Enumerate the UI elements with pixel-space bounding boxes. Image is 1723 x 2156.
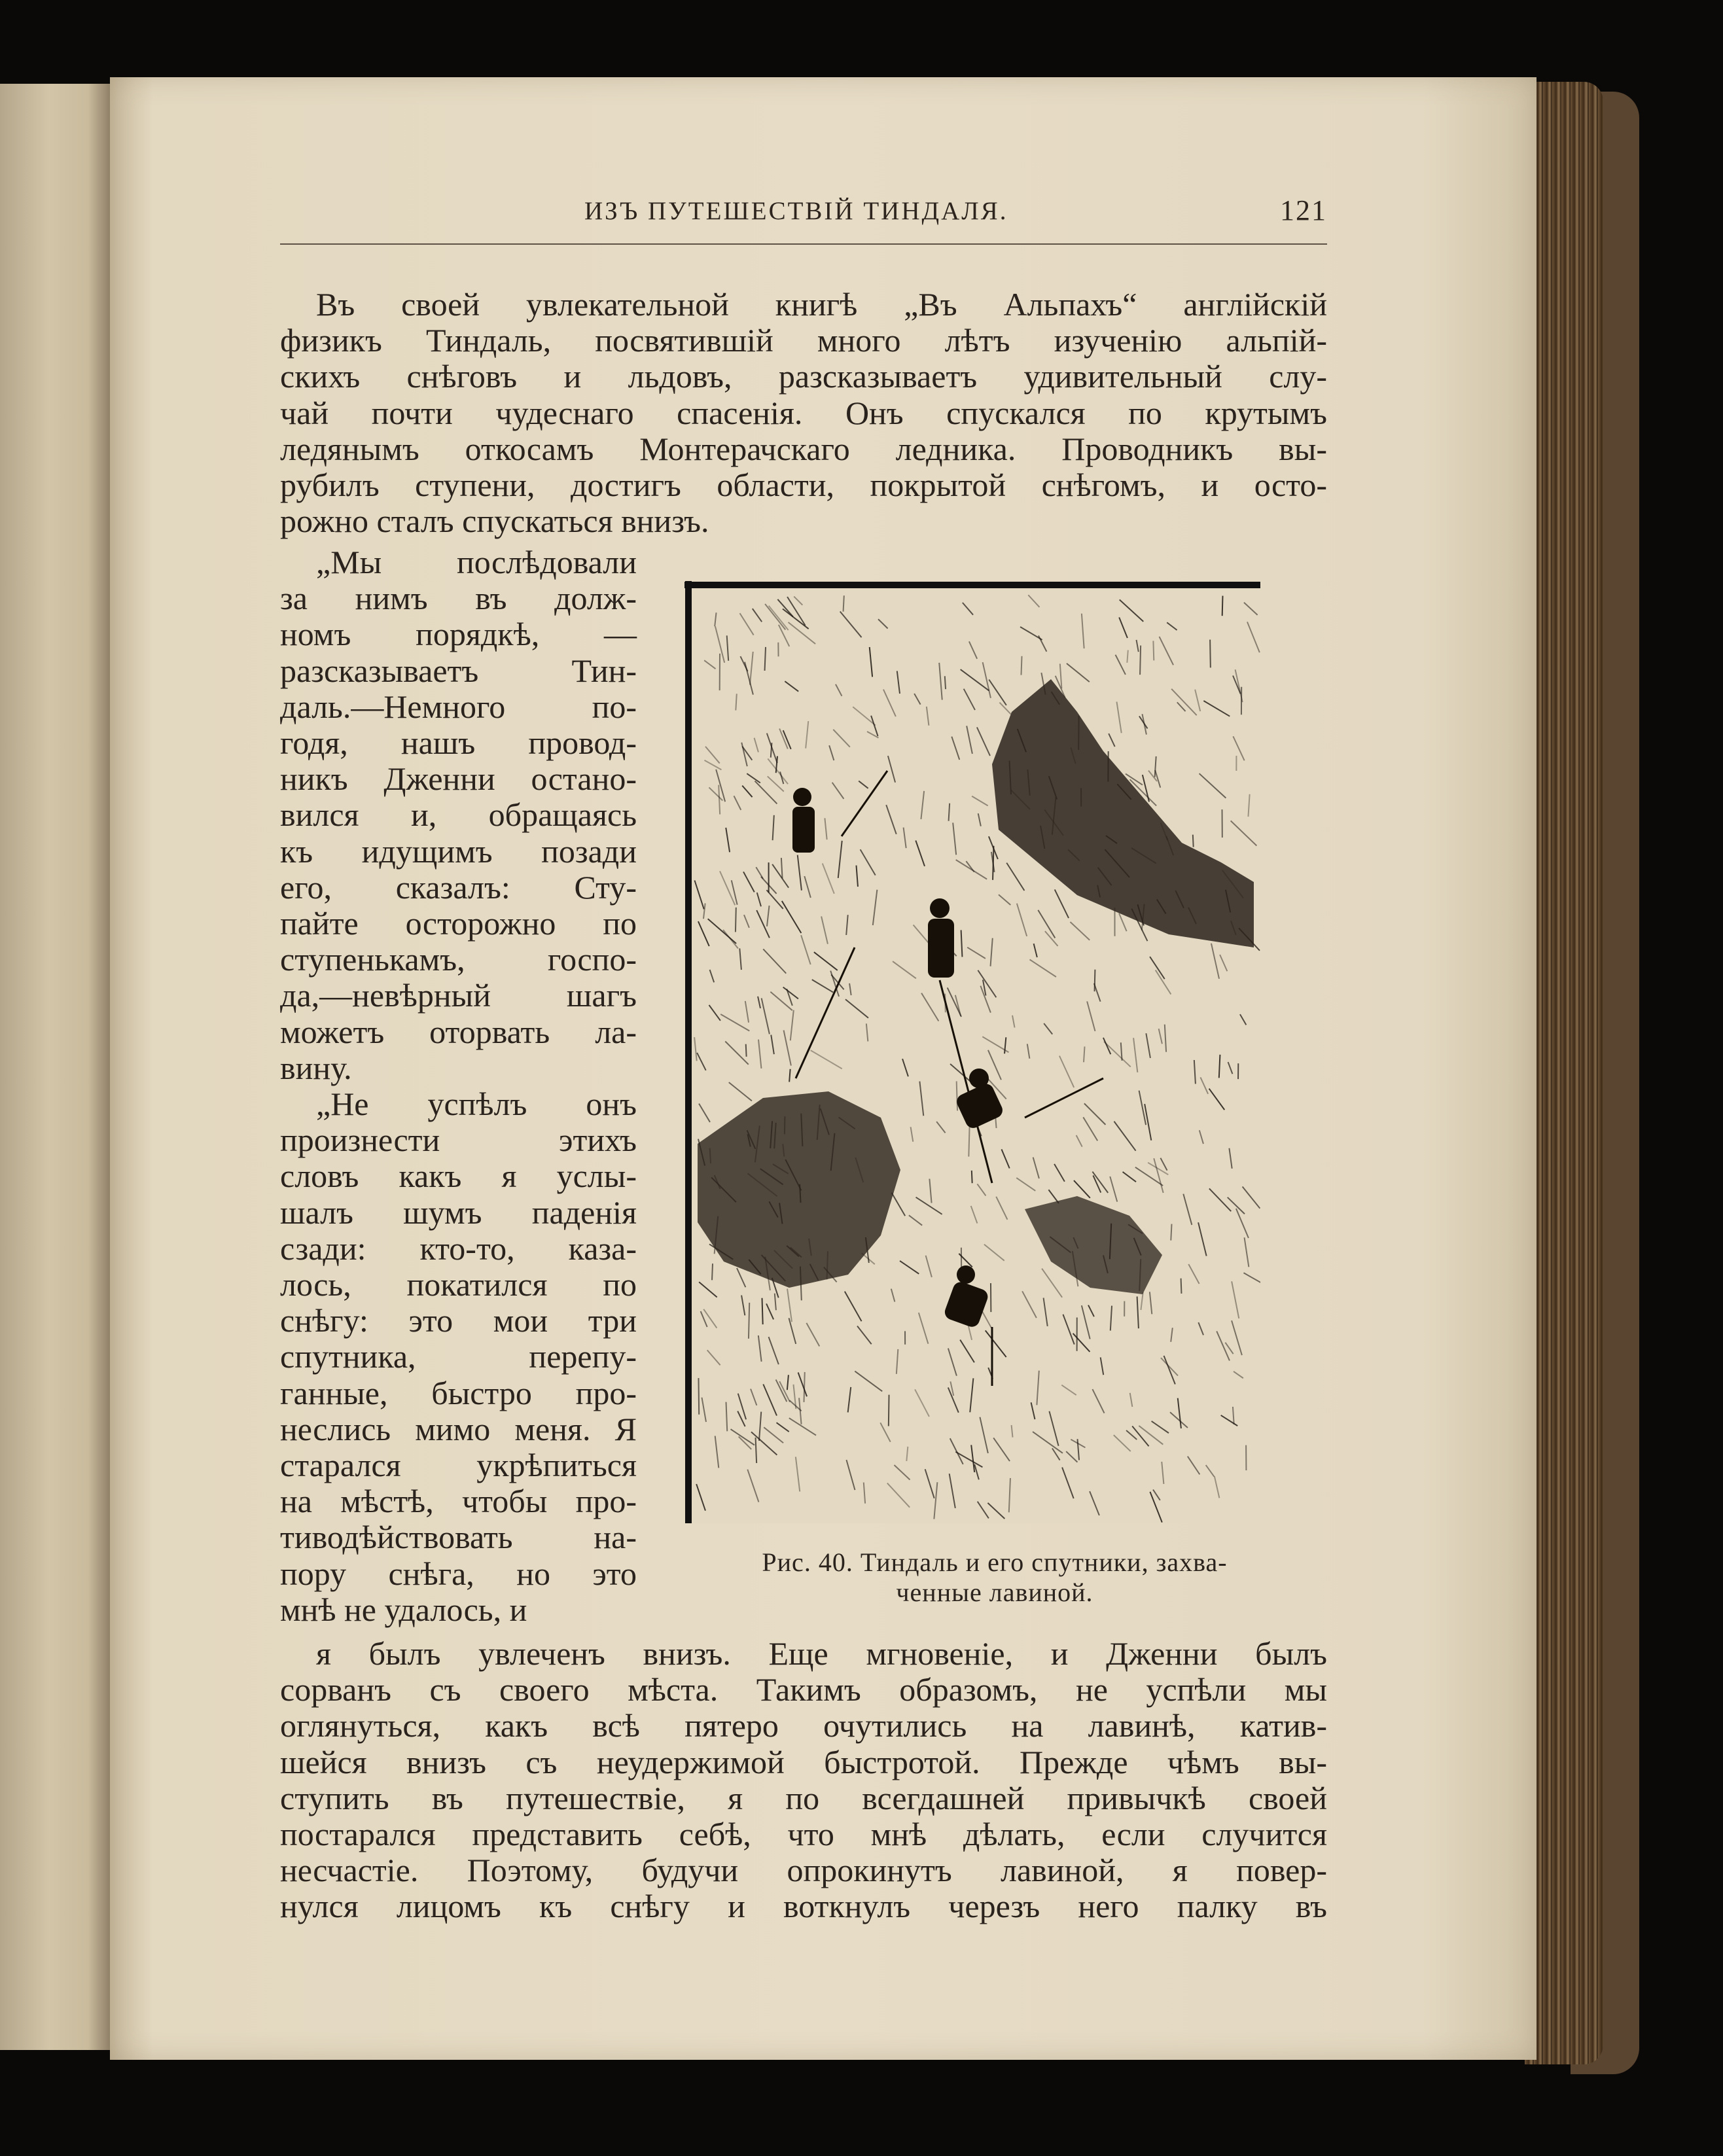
text-line: шейся внизъ съ неудержимой быстротой. Прежде чѣмъ вы-: [280, 1743, 1327, 1780]
text-line: къ идущимъ позади: [280, 832, 637, 870]
text-line: физикъ Тиндаль, посвятившій много лѣтъ изученію альпій-: [280, 322, 1327, 359]
page-edges: [1525, 82, 1603, 2064]
text-line: номъ порядкѣ, —: [280, 616, 637, 653]
text-line: вину.: [280, 1049, 352, 1086]
text-line: спутника, перепу-: [280, 1338, 637, 1375]
text-line: несчастіе. Поэтому, будучи опрокинутъ лавиной, я повер-: [280, 1852, 1327, 1889]
text-line: „Не успѣлъ онъ: [316, 1086, 637, 1122]
page-number: 121: [1280, 194, 1327, 226]
running-head: [280, 194, 1327, 233]
text-line: ганные, быстро про-: [280, 1374, 637, 1411]
text-line: сорванъ съ своего мѣста. Такимъ образомъ, не успѣли мы: [280, 1671, 1327, 1708]
text-line: рожно сталъ спускаться внизъ.: [280, 503, 709, 540]
text-line: пору снѣга, но это: [280, 1555, 637, 1592]
text-line: старался укрѣпиться: [280, 1447, 637, 1483]
text-line: „Мы послѣдовали: [316, 544, 637, 580]
text-line: снѣгу: это мои три: [280, 1302, 637, 1339]
text-line: словъ какъ я услы-: [280, 1158, 637, 1195]
text-line: ступить въ путешествіе, я по всегдашней привычкѣ своей: [280, 1779, 1327, 1816]
text-line: лось, покатился по: [280, 1266, 637, 1303]
text-line: Въ своей увлекательной книгѣ „Въ Альпахъ“ англійскій: [316, 286, 1327, 323]
text-line: я былъ увлеченъ внизъ. Еще мгновеніе, и Дженни былъ: [316, 1635, 1327, 1672]
text-line: произнести этихъ: [280, 1122, 637, 1159]
text-line: чай почти чудеснаго спасенія. Онъ спускался по крутымъ: [280, 394, 1327, 431]
text-line: ледянымъ откосамъ Монтерачскаго ледника. Проводникъ вы-: [280, 430, 1327, 467]
caption-line-1: Рис. 40. Тиндаль и его спутники, захва-: [762, 1547, 1228, 1577]
text-line: на мѣстѣ, чтобы про-: [280, 1483, 637, 1520]
text-line: разсказываетъ Тин-: [280, 652, 637, 689]
text-line: вился и, обращаясь: [280, 796, 637, 834]
text-line: скихъ снѣговъ и льдовъ, разсказываетъ удивительный слу-: [280, 358, 1327, 395]
illustration-avalanche: [684, 581, 1260, 1523]
text-line: оглянуться, какъ всѣ пятеро очутились на лавинѣ, катив-: [280, 1707, 1327, 1744]
text-line: неслись мимо меня. Я: [280, 1410, 637, 1447]
text-line: можетъ оторвать ла-: [280, 1013, 637, 1050]
text-line: никъ Дженни остано-: [280, 760, 637, 798]
text-line: нулся лицомъ къ снѣгу и воткнулъ черезъ него палку въ: [280, 1888, 1327, 1925]
text-line: рубилъ ступени, достигъ области, покрытой снѣгомъ, и осто-: [280, 467, 1327, 503]
text-line: годя, нашъ провод-: [280, 724, 637, 761]
text-line: ступенькамъ, госпо-: [280, 941, 637, 978]
text-line: пайте осторожно по: [280, 905, 637, 942]
text-line: сзади: кто-то, каза-: [280, 1229, 637, 1267]
text-line: его, сказалъ: Сту-: [280, 868, 637, 906]
text-line: за нимъ въ долж-: [280, 580, 637, 617]
text-line: да,—невѣрный шагъ: [280, 977, 637, 1014]
text-line: постарался представить себѣ, что мнѣ дѣлать, если случится: [280, 1816, 1327, 1852]
header-rule: [280, 243, 1327, 245]
text-line: тиводѣйствовать на-: [280, 1519, 637, 1556]
figure-caption: [681, 1547, 1309, 1608]
text-line: даль.—Немного по-: [280, 688, 637, 725]
caption-line-2: ченные лавиной.: [896, 1578, 1093, 1607]
running-head-title: ИЗЪ ПУТЕШЕСТВІЙ ТИНДАЛЯ.: [584, 197, 1008, 225]
text-line: мнѣ не удалось, и: [280, 1591, 527, 1628]
text-line: шалъ шумъ паденія: [280, 1193, 637, 1231]
previous-page-edge: [0, 84, 110, 2050]
